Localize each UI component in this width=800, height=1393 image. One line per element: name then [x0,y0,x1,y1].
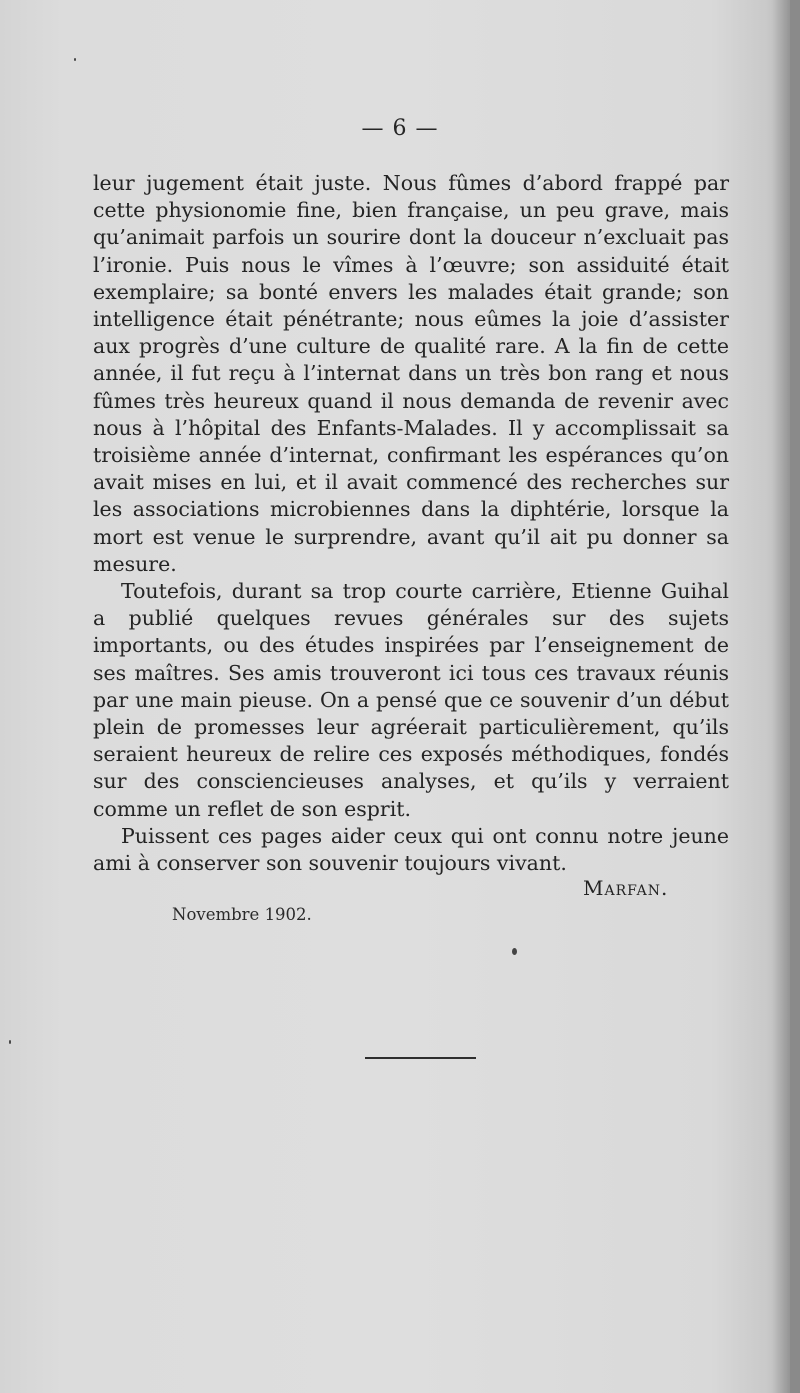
ink-speck [9,1040,11,1044]
paragraph-1: leur jugement était juste. Nous fûmes d’abord frappé par cette physionomie fine, bien française, un peu grave, mais qu’animait parfois un sourire dont la douceur n’excluait pas l’ironie. Puis nous le vîmes à l’œuvre; son assiduité était exemplaire; sa bonté envers les malades était grande; son intelligence était pénétrante; nous eûmes la joie d’assister aux progrès d’une culture de qualité rare. A la fin de cette année, il fut reçu à l’internat dans un très bon rang et nous fûmes très heureux quand il nous demanda de revenir avec nous à l’hôpital des Enfants-Malades. Il y accomplissait sa troisième année d’internat, confirmant les espérances qu’on avait mises en lui, et il avait commencé des recherches sur les associations microbiennes dans la diphtérie, lorsque la mort est venue le surprendre, avant qu’il ait pu donner sa mesure. [93,171,729,576]
ink-speck [74,58,76,61]
paragraph-3: Puissent ces pages aider ceux qui ont connu notre jeune ami à conserver son souvenir toujours vivant. [93,823,729,876]
author-signature: Marfan. [583,876,669,900]
date-line: Novembre 1902. [172,905,312,924]
closing-rule [365,1057,476,1059]
page-number: — 6 — [361,116,439,141]
ink-speck [512,948,517,955]
body-text [93,170,729,877]
paragraph-2: Toutefois, durant sa trop courte carrière, Etienne Guihal a publié quelques revues générales sur des sujets importants, ou des études inspirées par l’enseignement de ses maîtres. Ses amis trouveront ici tous ces travaux réunis par une main pieuse. On a pensé que ce souvenir d’un début plein de promesses leur agréerait particulièrement, qu’ils seraient heureux de relire ces exposés méthodiques, fondés sur des consciencieuses analyses, et qu’ils y verraient comme un reflet de son esprit. [93,579,729,821]
